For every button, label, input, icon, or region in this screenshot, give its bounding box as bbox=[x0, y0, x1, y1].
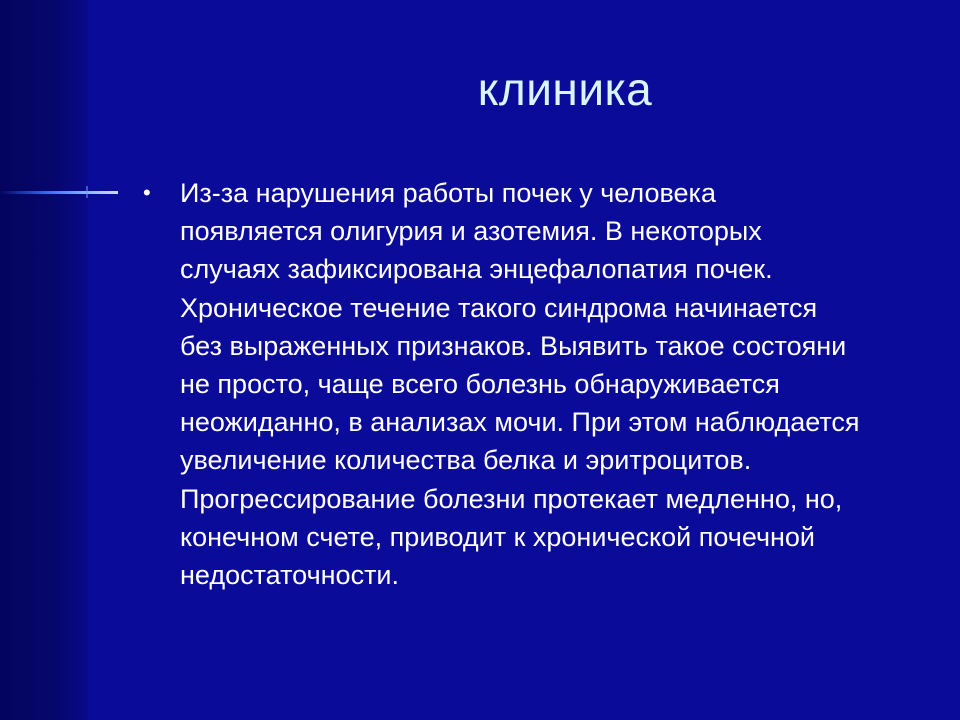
bullet-text-line: Хроническое течение такого синдрома начинается bbox=[180, 292, 818, 323]
bullet-text-line: не просто, чаще всего болезнь обнаруживается bbox=[180, 369, 780, 400]
bullet-text-line: Прогрессирование болезни протекает медленно, но, bbox=[180, 483, 843, 514]
slide-title: клиника bbox=[477, 63, 653, 115]
bullet-text-line: увеличение количества белка и эритроцитов. bbox=[180, 445, 752, 476]
bullet-text-line: Из-за нарушения работы почек у человека bbox=[180, 178, 716, 208]
bullet-text-line: случаях зафиксирована энцефалопатия почек. bbox=[180, 254, 773, 285]
bullet-dot-icon: • bbox=[143, 180, 151, 205]
bullet-item bbox=[140, 174, 960, 594]
left-side-strip bbox=[0, 0, 88, 720]
bullet-text-line: неожиданно, в анализах мочи. При этом наблюдается bbox=[180, 407, 860, 438]
bullet-text-line: недостаточности. bbox=[180, 560, 400, 591]
accent-line-decoration bbox=[0, 191, 118, 194]
bullet-text-line: появляется олигурия и азотемия. В некоторых bbox=[180, 216, 762, 247]
bullet-list bbox=[140, 174, 960, 594]
accent-tick-decoration bbox=[86, 186, 88, 198]
bullet-text-line: конечном счете, приводит к хронической почечной bbox=[180, 521, 816, 552]
bullet-text-line: без выраженных признаков. Выявить такое состояни bbox=[180, 330, 847, 361]
